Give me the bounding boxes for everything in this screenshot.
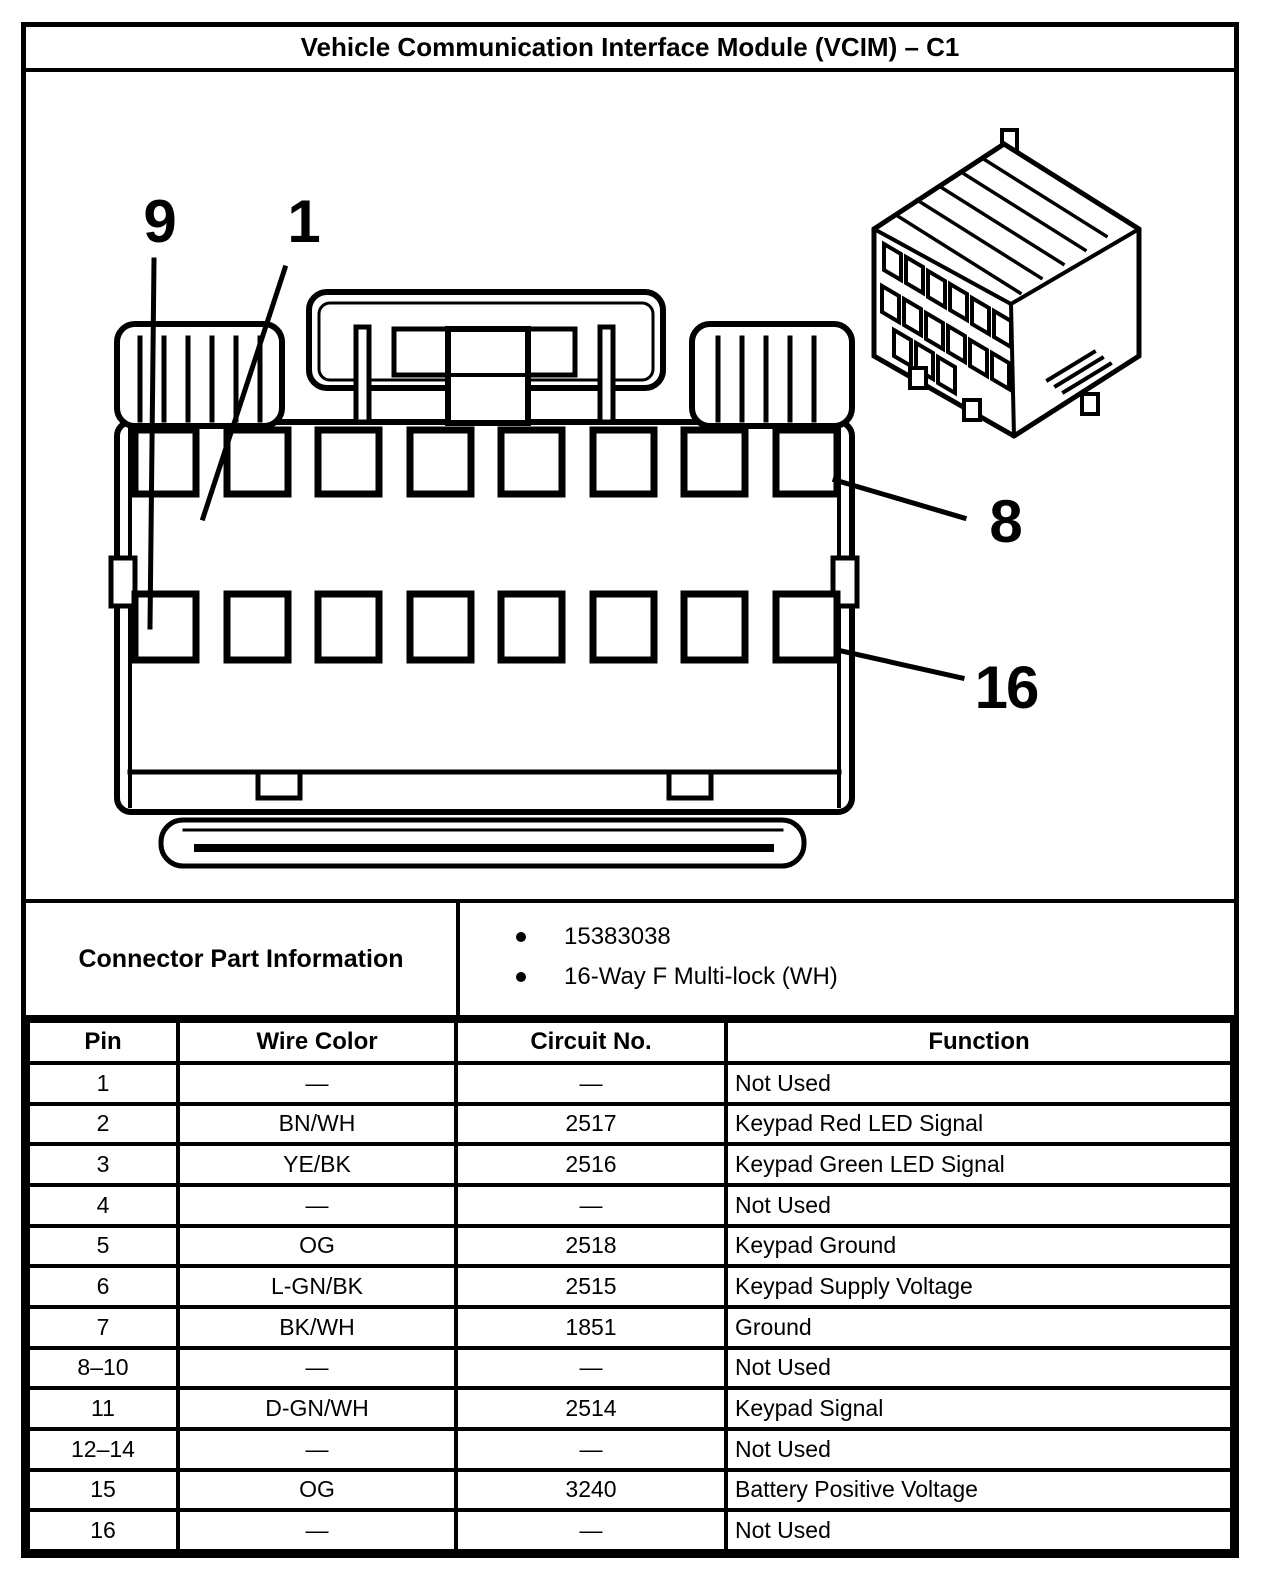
- circuit-no-cell: —: [456, 1348, 726, 1389]
- wire-color-cell: BN/WH: [178, 1104, 456, 1145]
- wire-color-cell: L-GN/BK: [178, 1266, 456, 1307]
- connector-info-frame: [21, 22, 1239, 1558]
- circuit-no-cell: —: [456, 1429, 726, 1470]
- table-row: [28, 1348, 1232, 1389]
- function-cell: Not Used: [726, 1185, 1232, 1226]
- part-info-item: [516, 957, 1234, 997]
- pin-cell: 15: [28, 1470, 178, 1511]
- function-cell: Battery Positive Voltage: [726, 1470, 1232, 1511]
- circuit-no-cell: 2518: [456, 1226, 726, 1267]
- pin-cell: 11: [28, 1388, 178, 1429]
- circuit-no-cell: 1851: [456, 1307, 726, 1348]
- function-cell: Keypad Supply Voltage: [726, 1266, 1232, 1307]
- bullet-icon: [516, 932, 526, 942]
- table-row: [28, 1266, 1232, 1307]
- pin-cell: 2: [28, 1104, 178, 1145]
- function-cell: Keypad Red LED Signal: [726, 1104, 1232, 1145]
- pin-cell: 5: [28, 1226, 178, 1267]
- table-row: [28, 1429, 1232, 1470]
- pin-cell: 1: [28, 1063, 178, 1104]
- connector-front-view: [111, 292, 857, 866]
- connector-part-info-label: Connector Part Information: [26, 903, 460, 1015]
- part-info-item-text: 15383038: [564, 923, 671, 950]
- pin-cell: 16: [28, 1510, 178, 1551]
- wire-color-cell: YE/BK: [178, 1144, 456, 1185]
- function-cell: Ground: [726, 1307, 1232, 1348]
- circuit-no-cell: 3240: [456, 1470, 726, 1511]
- table-row: [28, 1104, 1232, 1145]
- part-info-item-text: 16-Way F Multi-lock (WH): [564, 963, 838, 990]
- circuit-no-cell: 2515: [456, 1266, 726, 1307]
- function-cell: Not Used: [726, 1510, 1232, 1551]
- callout-label-1: 1: [287, 188, 319, 255]
- wire-color-cell: D-GN/WH: [178, 1388, 456, 1429]
- table-row: [28, 1144, 1232, 1185]
- callout-label-16: 16: [974, 654, 1038, 721]
- connector-3d-view: [874, 130, 1139, 436]
- table-row: [28, 1226, 1232, 1267]
- column-header-pin: Pin: [28, 1021, 178, 1063]
- wire-color-cell: —: [178, 1510, 456, 1551]
- pin-table-body: [28, 1063, 1232, 1551]
- pin-cell: 3: [28, 1144, 178, 1185]
- column-header-function: Function: [726, 1021, 1232, 1063]
- circuit-no-cell: —: [456, 1063, 726, 1104]
- table-row: [28, 1307, 1232, 1348]
- wire-color-cell: —: [178, 1185, 456, 1226]
- function-cell: Keypad Ground: [726, 1226, 1232, 1267]
- callout-label-8: 8: [989, 488, 1021, 555]
- pin-cell: 4: [28, 1185, 178, 1226]
- pin-cell: 8–10: [28, 1348, 178, 1389]
- pin-table: [26, 1019, 1234, 1553]
- circuit-no-cell: 2514: [456, 1388, 726, 1429]
- function-cell: Not Used: [726, 1429, 1232, 1470]
- table-row: [28, 1388, 1232, 1429]
- page-title: Vehicle Communication Interface Module (VCIM) – C1: [26, 27, 1234, 72]
- pin-table-header-row: [28, 1021, 1232, 1063]
- part-info-item: [516, 917, 1234, 957]
- bullet-icon: [516, 972, 526, 982]
- circuit-no-cell: —: [456, 1185, 726, 1226]
- pin-cell: 12–14: [28, 1429, 178, 1470]
- connector-part-info-row: [26, 899, 1234, 1019]
- function-cell: Not Used: [726, 1348, 1232, 1389]
- circuit-no-cell: 2517: [456, 1104, 726, 1145]
- wire-color-cell: BK/WH: [178, 1307, 456, 1348]
- circuit-no-cell: —: [456, 1510, 726, 1551]
- function-cell: Keypad Signal: [726, 1388, 1232, 1429]
- wire-color-cell: —: [178, 1348, 456, 1389]
- column-header-circuit-no: Circuit No.: [456, 1021, 726, 1063]
- function-cell: Keypad Green LED Signal: [726, 1144, 1232, 1185]
- function-cell: Not Used: [726, 1063, 1232, 1104]
- pin-cell: 7: [28, 1307, 178, 1348]
- pin-cell: 6: [28, 1266, 178, 1307]
- wire-color-cell: OG: [178, 1226, 456, 1267]
- part-info-items: [460, 903, 1234, 1015]
- wire-color-cell: —: [178, 1063, 456, 1104]
- wire-color-cell: —: [178, 1429, 456, 1470]
- table-row: [28, 1063, 1232, 1104]
- circuit-no-cell: 2516: [456, 1144, 726, 1185]
- connector-diagram: [26, 72, 1234, 899]
- wire-color-cell: OG: [178, 1470, 456, 1511]
- table-row: [28, 1185, 1232, 1226]
- callout-label-9: 9: [143, 188, 175, 255]
- column-header-wire-color: Wire Color: [178, 1021, 456, 1063]
- callout-leader-line-16: [837, 650, 962, 678]
- connector-diagram-area: [26, 72, 1234, 899]
- table-row: [28, 1510, 1232, 1551]
- table-row: [28, 1470, 1232, 1511]
